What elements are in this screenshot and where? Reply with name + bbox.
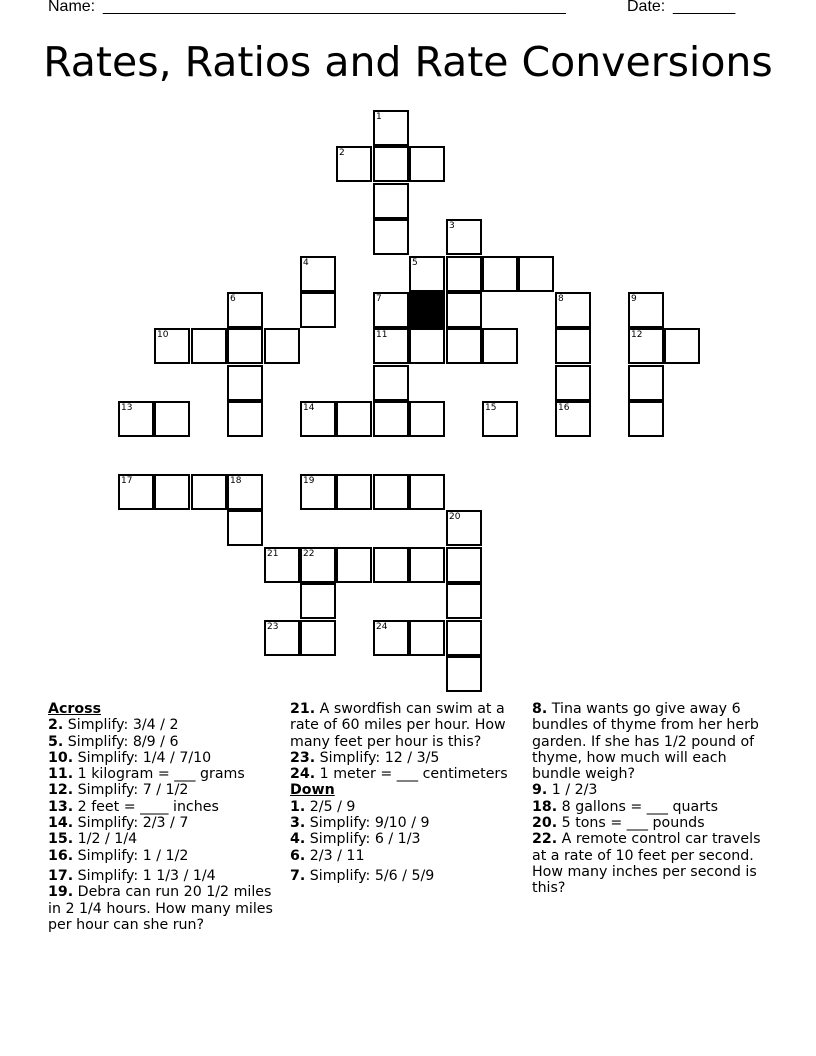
grid-cell[interactable]	[227, 510, 263, 546]
clue-number: 19.	[48, 884, 74, 901]
grid-cell[interactable]	[446, 510, 482, 546]
across-clue	[48, 868, 284, 884]
clue-number: 24.	[290, 766, 316, 783]
clue-number: 10.	[48, 749, 74, 766]
grid-cell[interactable]	[300, 620, 336, 656]
down-clue	[290, 868, 522, 884]
cell-number: 4	[303, 258, 309, 268]
grid-cell[interactable]	[446, 219, 482, 255]
clue-text: Simplify: 1/4 / 7/10	[77, 749, 212, 766]
grid-cell[interactable]	[446, 583, 482, 619]
cell-number: 21	[267, 549, 279, 559]
grid-cell[interactable]	[518, 256, 554, 292]
cell-number: 24	[376, 622, 388, 632]
across-clue	[290, 750, 522, 766]
grid-cell[interactable]	[373, 110, 409, 146]
grid-cell[interactable]	[373, 292, 409, 328]
clue-number: 21.	[290, 701, 316, 717]
clue-number: 15.	[48, 831, 74, 848]
across-clue	[48, 717, 284, 733]
grid-cell[interactable]	[446, 620, 482, 656]
across-clue	[48, 884, 284, 933]
cell-number: 15	[485, 403, 497, 413]
cell-number: 16	[558, 403, 570, 413]
grid-cell[interactable]	[300, 256, 336, 292]
grid-cell[interactable]	[227, 365, 263, 401]
cell-number: 14	[303, 403, 315, 413]
grid-cell[interactable]	[300, 474, 336, 510]
grid-cell[interactable]	[191, 474, 227, 510]
cell-number: 10	[157, 330, 169, 340]
grid-cell[interactable]	[628, 328, 664, 364]
clues-column-2	[290, 701, 522, 884]
cell-number: 13	[121, 403, 133, 413]
grid-cell[interactable]	[373, 146, 409, 182]
across-heading: Across	[48, 701, 102, 717]
across-clue	[48, 734, 284, 750]
clue-text: Tina wants go give away 6 bundles of thyme from her herb garden. If she has 1/2 pound of thyme, how much will each bundle weigh?	[532, 701, 759, 783]
grid-cell[interactable]	[446, 656, 482, 692]
clue-number: 7.	[290, 867, 306, 884]
clue-text: Simplify: 5/6 / 5/9	[309, 867, 435, 884]
clue-text: Simplify: 2/3 / 7	[77, 815, 189, 832]
clue-text: 2/3 / 11	[309, 847, 365, 864]
grid-cell[interactable]	[482, 328, 518, 364]
clue-number: 22.	[532, 831, 558, 848]
clues-column-3	[532, 701, 772, 897]
cell-number: 11	[376, 330, 388, 340]
clue-number: 16.	[48, 847, 74, 864]
cell-number: 22	[303, 549, 315, 559]
across-clue	[48, 831, 284, 847]
grid-cell[interactable]	[409, 401, 445, 437]
clue-number: 17.	[48, 867, 74, 884]
grid-cell[interactable]	[482, 401, 518, 437]
grid-cell[interactable]	[264, 547, 300, 583]
page-title: Rates, Ratios and Rate Conversions	[43, 38, 773, 86]
grid-cell[interactable]	[409, 474, 445, 510]
clue-text: Simplify: 9/10 / 9	[309, 815, 430, 832]
grid-cell[interactable]	[336, 474, 372, 510]
clue-text: 1 kilogram = ___ grams	[77, 766, 245, 783]
grid-cell[interactable]	[300, 292, 336, 328]
across-clue	[48, 848, 284, 864]
clue-text: Simplify: 6 / 1/3	[309, 831, 421, 848]
clue-text: Simplify: 1 / 1/2	[77, 847, 189, 864]
grid-cell[interactable]	[628, 365, 664, 401]
grid-cell[interactable]	[446, 292, 482, 328]
grid-cell[interactable]	[373, 219, 409, 255]
grid-cell[interactable]	[118, 401, 154, 437]
grid-cell[interactable]	[154, 474, 190, 510]
down-clue	[532, 831, 772, 896]
cell-number: 5	[412, 258, 418, 268]
cell-number: 2	[339, 148, 345, 158]
clue-text: 1/2 / 1/4	[77, 831, 138, 848]
cell-number: 20	[449, 512, 461, 522]
across-clue	[48, 766, 284, 782]
grid-cell[interactable]	[409, 256, 445, 292]
grid-cell[interactable]	[555, 365, 591, 401]
clue-number: 9.	[532, 782, 548, 799]
black-square	[409, 292, 445, 328]
clue-number: 18.	[532, 798, 558, 815]
grid-cell[interactable]	[409, 146, 445, 182]
clue-number: 11.	[48, 766, 74, 783]
clue-number: 14.	[48, 815, 74, 832]
cell-number: 9	[631, 294, 637, 304]
cell-number: 19	[303, 476, 315, 486]
grid-cell[interactable]	[336, 547, 372, 583]
cell-number: 18	[230, 476, 242, 486]
clue-text: Simplify: 12 / 3/5	[319, 749, 440, 766]
down-clue	[290, 831, 522, 847]
clue-number: 5.	[48, 733, 64, 750]
grid-cell[interactable]	[446, 328, 482, 364]
clue-text: Simplify: 1 1/3 / 1/4	[77, 867, 216, 884]
grid-cell[interactable]	[628, 401, 664, 437]
across-clue	[48, 750, 284, 766]
clue-number: 23.	[290, 749, 316, 766]
down-heading: Down	[290, 782, 335, 799]
cell-number: 6	[230, 294, 236, 304]
grid-cell[interactable]	[482, 256, 518, 292]
grid-cell[interactable]	[227, 401, 263, 437]
clue-number: 12.	[48, 782, 74, 799]
grid-cell[interactable]	[264, 620, 300, 656]
down-clue	[290, 848, 522, 864]
grid-cell[interactable]	[300, 583, 336, 619]
cell-number: 1	[376, 112, 382, 122]
clue-text: 5 tons = ___ pounds	[561, 815, 705, 832]
cell-number: 23	[267, 622, 279, 632]
cell-number: 17	[121, 476, 133, 486]
down-clue	[290, 815, 522, 831]
clue-number: 2.	[48, 717, 64, 734]
clue-number: 20.	[532, 815, 558, 832]
down-clue	[290, 799, 522, 815]
date-label: Date:	[627, 0, 666, 15]
grid-cell[interactable]	[664, 328, 700, 364]
grid-cell[interactable]	[118, 474, 154, 510]
clue-number: 4.	[290, 831, 306, 848]
clue-text: 1 / 2/3	[551, 782, 598, 799]
clue-text: A remote control car travels at a rate of 10 feet per second. How many inches per second is this?	[532, 831, 761, 897]
across-clue	[48, 799, 284, 815]
clue-text: 2/5 / 9	[309, 798, 356, 815]
name-blank-line[interactable]: ____________________________________________________	[103, 0, 566, 15]
grid-cell[interactable]	[227, 474, 263, 510]
down-clue	[532, 799, 772, 815]
grid-cell[interactable]	[409, 328, 445, 364]
grid-cell[interactable]	[373, 183, 409, 219]
cell-number: 3	[449, 221, 455, 231]
grid-cell[interactable]	[409, 620, 445, 656]
down-clue	[532, 815, 772, 831]
grid-cell[interactable]	[555, 401, 591, 437]
grid-cell[interactable]	[373, 474, 409, 510]
clue-text: Simplify: 7 / 1/2	[77, 782, 189, 799]
grid-cell[interactable]	[373, 328, 409, 364]
across-clue	[290, 766, 522, 782]
across-clue	[290, 701, 522, 750]
grid-cell[interactable]	[336, 146, 372, 182]
cell-number: 12	[631, 330, 643, 340]
grid-cell[interactable]	[227, 328, 263, 364]
clue-number: 1.	[290, 798, 306, 815]
grid-cell[interactable]	[628, 292, 664, 328]
down-clue	[532, 782, 772, 798]
down-clue	[532, 701, 772, 782]
grid-cell[interactable]	[336, 401, 372, 437]
clue-number: 3.	[290, 815, 306, 832]
grid-cell[interactable]	[373, 620, 409, 656]
clue-text: A swordfish can swim at a rate of 60 miles per hour. How many feet per hour is this?	[290, 701, 506, 750]
clue-text: Simplify: 3/4 / 2	[67, 717, 179, 734]
grid-cell[interactable]	[154, 401, 190, 437]
grid-cell[interactable]	[446, 547, 482, 583]
grid-cell[interactable]	[191, 328, 227, 364]
clue-number: 13.	[48, 798, 74, 815]
grid-cell[interactable]	[373, 401, 409, 437]
clue-text: 8 gallons = ___ quarts	[561, 798, 719, 815]
grid-cell[interactable]	[300, 547, 336, 583]
clue-number: 6.	[290, 847, 306, 864]
clue-text: Simplify: 8/9 / 6	[67, 733, 179, 750]
grid-cell[interactable]	[555, 292, 591, 328]
date-blank-line[interactable]: _______	[673, 0, 736, 15]
clue-text: 2 feet = ____ inches	[77, 798, 219, 815]
grid-cell[interactable]	[154, 328, 190, 364]
clue-text: 1 meter = ___ centimeters	[319, 766, 508, 783]
grid-cell[interactable]	[264, 328, 300, 364]
grid-cell[interactable]	[446, 256, 482, 292]
cell-number: 8	[558, 294, 564, 304]
grid-cell[interactable]	[373, 365, 409, 401]
grid-cell[interactable]	[300, 401, 336, 437]
grid-cell[interactable]	[227, 292, 263, 328]
cell-number: 7	[376, 294, 382, 304]
clue-number: 8.	[532, 701, 548, 717]
grid-cell[interactable]	[409, 547, 445, 583]
across-clue	[48, 815, 284, 831]
grid-cell[interactable]	[373, 547, 409, 583]
grid-cell[interactable]	[555, 328, 591, 364]
name-label: Name:	[48, 0, 96, 15]
clue-text: Debra can run 20 1/2 miles in 2 1/4 hours. How many miles per hour can she run?	[48, 884, 273, 933]
clues-column-1	[48, 701, 284, 933]
across-clue	[48, 782, 284, 798]
